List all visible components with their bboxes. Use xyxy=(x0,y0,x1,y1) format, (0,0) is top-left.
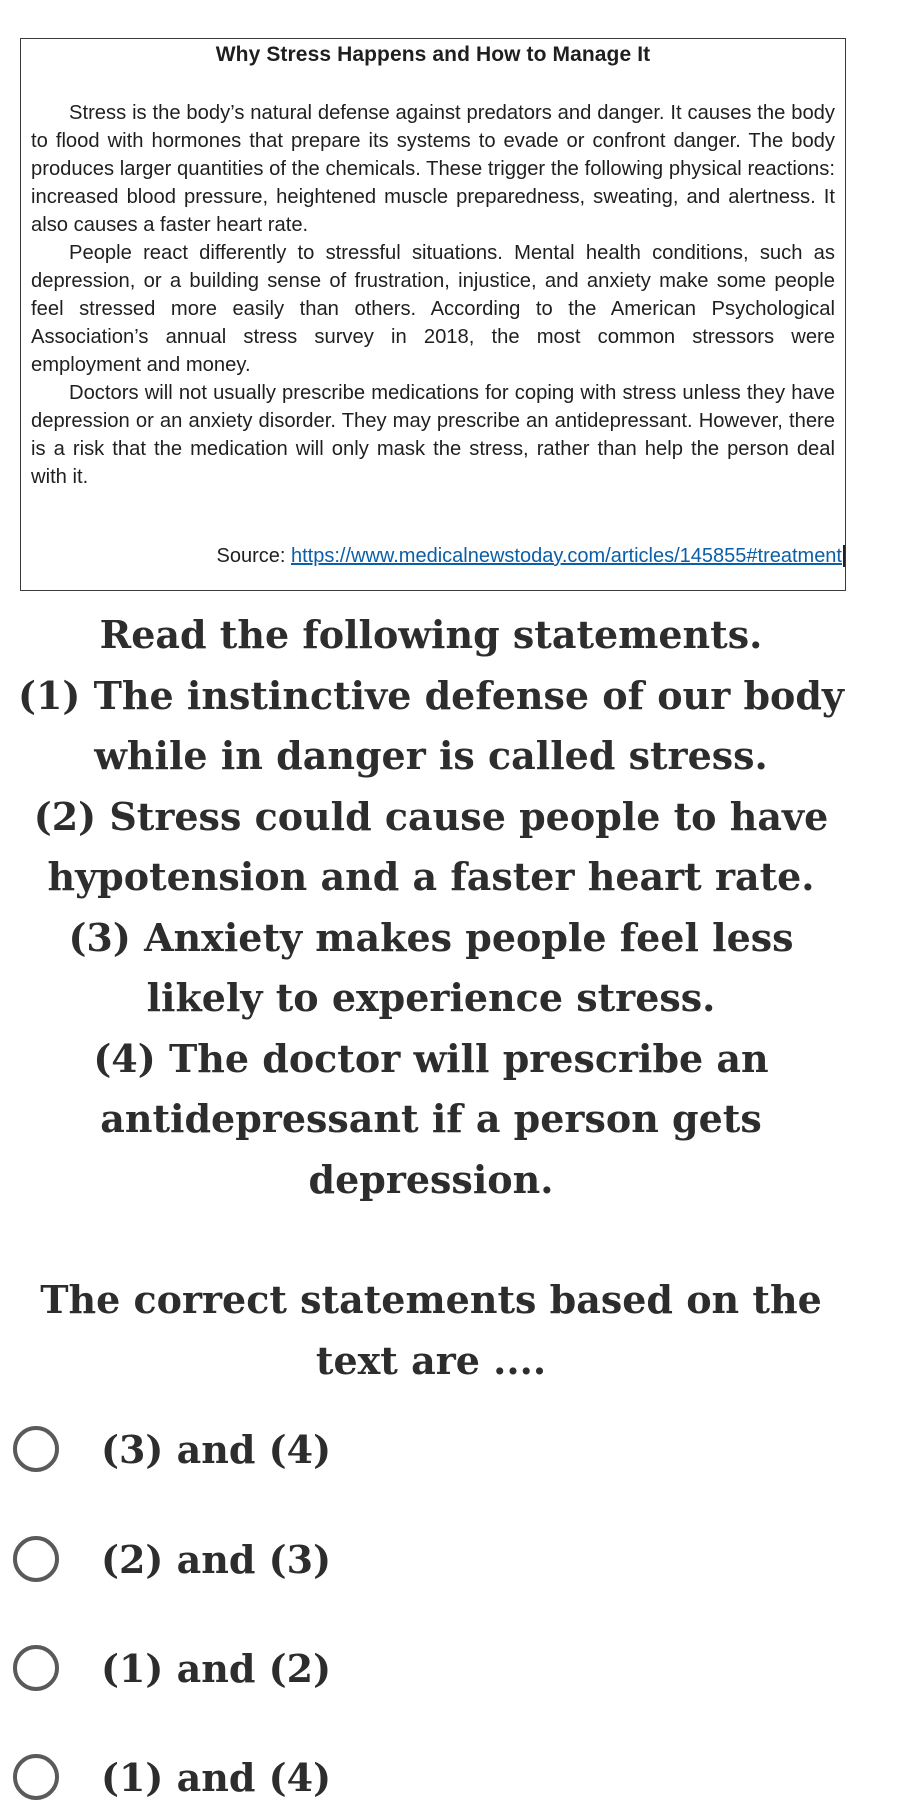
option-label: (3) and (4) xyxy=(101,1426,332,1472)
passage-source xyxy=(217,545,846,568)
statement-line: depression. xyxy=(308,1156,554,1202)
question-prompt: The correct statements based on the xyxy=(40,1277,822,1322)
radio-button-icon[interactable] xyxy=(13,1536,59,1582)
statement-line: (4) The doctor will prescribe an xyxy=(93,1035,769,1081)
radio-button-icon[interactable] xyxy=(13,1754,59,1800)
question-intro: Read the following statements. xyxy=(99,612,763,657)
passage-paragraph: People react differently to stressful situations. Mental health conditions, such as depression, or a building sense of frustration, injustice, and anxiety make some people feel stressed more easily than others. According to the American Psychological Association’s annual stress survey in 2018, the most common stressors were employment and money. xyxy=(31,242,835,376)
question-prompt: text are .... xyxy=(315,1337,547,1383)
passage-body xyxy=(31,99,835,491)
passage-title: Why Stress Happens and How to Manage It xyxy=(215,43,651,66)
passage-paragraph: Doctors will not usually prescribe medications for coping with stress unless they have depression or an anxiety disorder. They may prescribe an antidepressant. However, there is a risk that the medication will only mask the stress, rather than help the person deal with it. xyxy=(31,382,835,488)
answer-option-a[interactable] xyxy=(13,1421,331,1477)
source-link[interactable]: https://www.medicalnewstoday.com/articles/145855#treatment xyxy=(291,545,845,567)
statement-line: antidepressant if a person gets xyxy=(100,1096,762,1141)
statement-line: (3) Anxiety makes people feel less xyxy=(68,914,794,960)
radio-button-icon[interactable] xyxy=(13,1426,59,1472)
reading-passage xyxy=(20,38,846,591)
answer-option-c[interactable] xyxy=(13,1640,331,1696)
answer-option-b[interactable] xyxy=(13,1531,331,1587)
passage-paragraph: Stress is the body’s natural defense against predators and danger. It causes the body to flood with hormones that prepare its systems to evade or confront danger. The body produces larger quantities of the chemicals. These trigger the following physical reactions: increased blood pressure, heightened muscle preparedness, sweating, and alertness. It also causes a faster heart rate. xyxy=(31,102,835,236)
option-label: (1) and (2) xyxy=(101,1645,332,1691)
question-text xyxy=(0,605,862,1391)
statement-line: while in danger is called stress. xyxy=(94,733,768,778)
option-label: (1) and (4) xyxy=(101,1754,332,1800)
source-label: Source: xyxy=(216,545,291,567)
statement-line: hypotension and a faster heart rate. xyxy=(47,854,815,899)
statement-line: (1) The instinctive defense of our body xyxy=(17,672,845,718)
statement-line: likely to experience stress. xyxy=(146,975,716,1020)
statement-line: (2) Stress could cause people to have xyxy=(33,793,829,839)
answer-option-d[interactable] xyxy=(13,1749,331,1805)
option-label: (2) and (3) xyxy=(101,1536,332,1582)
radio-button-icon[interactable] xyxy=(13,1645,59,1691)
